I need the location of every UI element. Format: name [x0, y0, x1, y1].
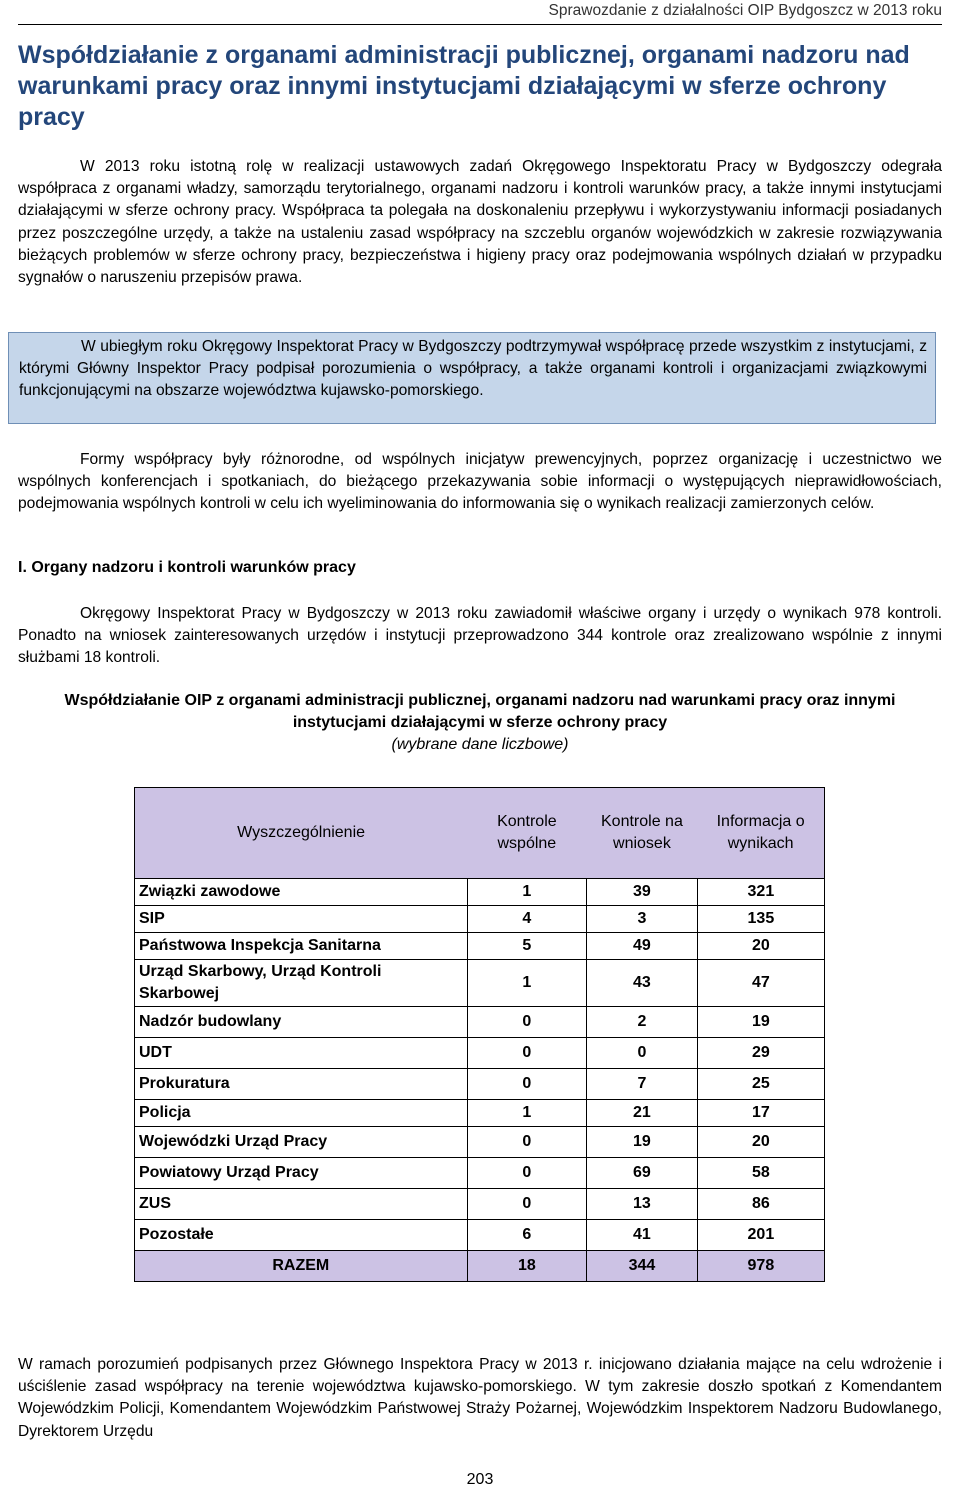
total-value: 344: [587, 1251, 698, 1282]
table-row: [135, 1100, 825, 1127]
row-label: ZUS: [135, 1189, 468, 1220]
row-value: 47: [697, 960, 824, 1007]
row-value: 13: [587, 1189, 698, 1220]
row-value: 49: [587, 933, 698, 960]
row-value: 0: [467, 1038, 586, 1069]
row-value: 17: [697, 1100, 824, 1127]
row-label: Pozostałe: [135, 1220, 468, 1251]
row-value: 1: [467, 960, 586, 1007]
row-value: 21: [587, 1100, 698, 1127]
row-value: 43: [587, 960, 698, 1007]
table-caption: [18, 690, 942, 756]
row-label: Policja: [135, 1100, 468, 1127]
paragraph-intro-text: W 2013 roku istotną rolę w realizacji ustawowych zadań Okręgowego Inspektoratu Pracy w Bydgoszczy odegrała współpraca z organami władzy, samorządu terytorialnego, organami nadzoru i kontroli warunków pracy, a także innymi instytucjami działającymi w sferze ochrony pracy. Współpraca ta polegała na doskonaleniu przepływu i wykorzystywaniu informacji posiadanych przez poszczególne urzędy, a także na ustaleniu zasad współpracy na szczeblu organów wojewódzkich w zakresie rozwiązywania bieżących problemów w sferze ochrony pracy, bezpieczeństwa i higieny pracy oraz podejmowania wspólnych działań w przypadku sygnałów o naruszeniu przepisów prawa.: [18, 158, 942, 287]
table-row: [135, 1220, 825, 1251]
total-value: 978: [697, 1251, 824, 1282]
row-value: 29: [697, 1038, 824, 1069]
table-header-row: [135, 788, 825, 879]
row-value: 19: [697, 1007, 824, 1038]
row-value: 2: [587, 1007, 698, 1038]
table-row: [135, 1127, 825, 1158]
row-value: 86: [697, 1189, 824, 1220]
table-row: [135, 960, 825, 1007]
row-value: 1: [467, 879, 586, 906]
row-label: Nadzór budowlany: [135, 1007, 468, 1038]
paragraph-forms: [18, 449, 942, 516]
table-row: [135, 933, 825, 960]
row-label: UDT: [135, 1038, 468, 1069]
row-value: 20: [697, 1127, 824, 1158]
header-cell-requested-inspections: Kontrole na wniosek: [601, 813, 683, 852]
row-value: 0: [587, 1038, 698, 1069]
table-row: [135, 1158, 825, 1189]
row-label: SIP: [135, 906, 468, 933]
row-value: 41: [587, 1220, 698, 1251]
table-row: [135, 879, 825, 906]
row-value: 7: [587, 1069, 698, 1100]
row-value: 19: [587, 1127, 698, 1158]
cooperation-table: [134, 787, 825, 1282]
table-row: [135, 1038, 825, 1069]
row-value: 25: [697, 1069, 824, 1100]
row-value: 39: [587, 879, 698, 906]
paragraph-notifications-text: Okręgowy Inspektorat Pracy w Bydgoszczy w 2013 roku zawiadomił właściwe organy i urzędy o wynikach 978 kontroli. Ponadto na wniosek zainteresowanych urzędów i instytucji przeprowadzono 344 kontrole oraz zrealizowano wspólnie z innymi służbami 18 kontroli.: [18, 605, 942, 667]
page-number: 203: [466, 1471, 494, 1488]
running-header: Sprawozdanie z działalności OIP Bydgoszcz w 2013 roku: [18, 0, 942, 25]
row-value: 5: [467, 933, 586, 960]
header-cell-result-information: Informacja o wynikach: [716, 813, 805, 852]
highlighted-paragraph-text: W ubiegłym roku Okręgowy Inspektorat Pracy w Bydgoszczy podtrzymywał współpracę przede wszystkim z instytucjami, z którymi Główny Inspektor Pracy podpisał porozumienia o współpracy, a także organami kontroli i organizacjami związkowymi funkcjonującymi na obszarze województwa kujawsko-pomorskiego.: [19, 338, 927, 400]
table-row: [135, 1189, 825, 1220]
table-caption-title: Współdziałanie OIP z organami administracji publicznej, organami nadzoru nad warunkami pracy oraz innymi instytucjami działającymi w sferze ochrony pracy: [64, 692, 896, 731]
row-value: 58: [697, 1158, 824, 1189]
row-label: Wojewódzki Urząd Pracy: [135, 1127, 468, 1158]
header-cell-joint-inspections: Kontrole wspólne: [497, 813, 557, 852]
row-value: 20: [697, 933, 824, 960]
row-value: 1: [467, 1100, 586, 1127]
highlighted-paragraph: [8, 332, 936, 424]
row-value: 69: [587, 1158, 698, 1189]
row-value: 201: [697, 1220, 824, 1251]
row-value: 4: [467, 906, 586, 933]
paragraph-notifications: [18, 603, 942, 670]
table-caption-subtitle: (wybrane dane liczbowe): [391, 736, 569, 753]
row-label: Urząd Skarbowy, Urząd Kontroli Skarbowej: [135, 960, 468, 1007]
row-value: 0: [467, 1069, 586, 1100]
row-value: 0: [467, 1189, 586, 1220]
row-label: Państwowa Inspekcja Sanitarna: [135, 933, 468, 960]
header-cell-description: Wyszczególnienie: [237, 824, 366, 841]
page-title: Współdziałanie z organami administracji publicznej, organami nadzoru nad warunkami pracy oraz innymi instytucjami działającymi w sferze ochrony pracy: [18, 41, 910, 131]
row-label: Prokuratura: [135, 1069, 468, 1100]
table-row: [135, 1007, 825, 1038]
section-heading: I. Organy nadzoru i kontroli warunków pracy: [18, 559, 356, 576]
row-value: 0: [467, 1158, 586, 1189]
table-total-row: [135, 1251, 825, 1282]
row-value: 6: [467, 1220, 586, 1251]
row-label: Związki zawodowe: [135, 879, 468, 906]
paragraph-forms-text: Formy współpracy były różnorodne, od wspólnych inicjatyw prewencyjnych, poprzez organizację i uczestnictwo we wspólnych konferencjach i spotkaniach, do bieżącego przekazywania sobie informacji o występujących nieprawidłowościach, podejmowania wspólnych kontroli w celu ich wyeliminowania do informowania się o wynikach realizacji zamierzonych celów.: [18, 451, 942, 513]
total-label: RAZEM: [135, 1251, 468, 1282]
row-value: 3: [587, 906, 698, 933]
total-value: 18: [467, 1251, 586, 1282]
table-row: [135, 1069, 825, 1100]
paragraph-agreements: W ramach porozumień podpisanych przez Głównego Inspektora Pracy w 2013 r. inicjowano działania mające na celu wdrożenie i uściślenie zasad współpracy na terenie województwa kujawsko-pomorskiego. W tym zakresie doszło spotkań z Komendantem Wojewódzkim Policji, Komendantem Wojewódzkim Państwowej Straży Pożarnej, Wojewódzkim Inspektorem Nadzoru Budowlanego, Dyrektorem Urzędu: [18, 1356, 942, 1440]
table-row: [135, 906, 825, 933]
paragraph-intro: [18, 156, 942, 289]
row-value: 0: [467, 1007, 586, 1038]
row-value: 135: [697, 906, 824, 933]
row-label: Powiatowy Urząd Pracy: [135, 1158, 468, 1189]
row-value: 0: [467, 1127, 586, 1158]
row-value: 321: [697, 879, 824, 906]
